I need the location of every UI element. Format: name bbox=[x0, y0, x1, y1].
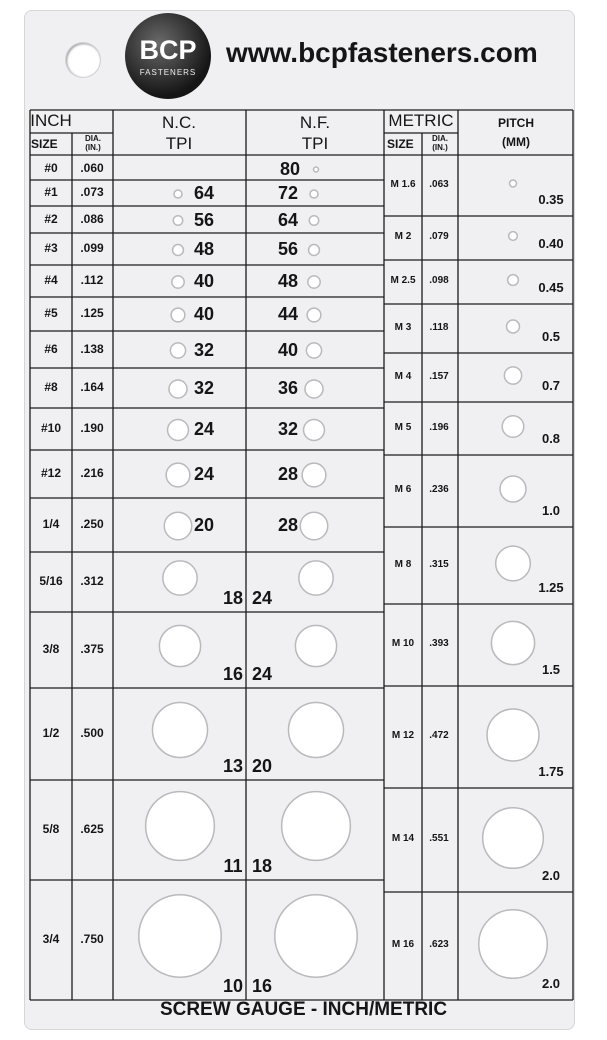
metric-size-label: M 12 bbox=[391, 730, 415, 741]
pitch-label: 1.75 bbox=[538, 764, 564, 779]
nf-tpi-label: 56 bbox=[277, 239, 299, 259]
nf-gauge-hole bbox=[275, 895, 358, 978]
nc-gauge-hole bbox=[174, 190, 182, 198]
metric-size-label: M 6 bbox=[394, 484, 412, 495]
inch-dia-value: .125 bbox=[80, 306, 104, 320]
nc-header-bottom: TPI bbox=[165, 134, 193, 153]
metric-dia-header-top: DIA. bbox=[432, 134, 448, 143]
nf-gauge-hole bbox=[302, 463, 326, 487]
inch-dia-value: .375 bbox=[80, 642, 104, 656]
nf-header-bottom: TPI bbox=[301, 134, 329, 153]
nf-tpi-label: 40 bbox=[277, 339, 299, 360]
pitch-label: 0.45 bbox=[538, 280, 564, 295]
nf-gauge-hole bbox=[282, 792, 351, 861]
inch-size-label: #2 bbox=[44, 211, 58, 226]
nf-gauge-hole bbox=[305, 380, 323, 398]
metric-dia-value: .315 bbox=[429, 558, 449, 570]
nf-tpi-label: 44 bbox=[277, 304, 299, 324]
nc-tpi-label: 56 bbox=[193, 209, 215, 230]
metric-dia-value: .236 bbox=[429, 484, 449, 495]
inch-dia-value: .073 bbox=[80, 185, 104, 199]
pitch-gauge-hole bbox=[508, 275, 519, 286]
nf-gauge-hole bbox=[289, 703, 344, 758]
nc-tpi-label: 24 bbox=[193, 419, 215, 439]
nc-gauge-hole bbox=[173, 245, 184, 256]
inch-size-label: 5/16 bbox=[39, 574, 63, 588]
nf-tpi-label: 72 bbox=[277, 183, 299, 203]
pitch-gauge-hole bbox=[504, 367, 521, 384]
inch-size-label: #8 bbox=[44, 380, 58, 394]
metric-size-label: M 2.5 bbox=[390, 275, 416, 286]
nc-tpi-label: 32 bbox=[193, 339, 215, 360]
nc-gauge-hole bbox=[166, 463, 190, 487]
metric-header: METRIC bbox=[388, 111, 454, 130]
inch-dia-value: .060 bbox=[80, 160, 104, 175]
nf-tpi-label: 80 bbox=[279, 158, 301, 179]
nc-gauge-hole bbox=[173, 216, 182, 225]
pitch-label: 2.0 bbox=[541, 868, 561, 883]
inch-dia-value: .099 bbox=[80, 241, 104, 255]
inch-dia-value: .312 bbox=[80, 574, 104, 588]
pitch-gauge-hole bbox=[502, 416, 524, 438]
nf-gauge-hole bbox=[309, 245, 320, 256]
inch-dia-value: .750 bbox=[80, 932, 104, 946]
nf-tpi-label: 28 bbox=[277, 515, 299, 535]
metric-size-label: M 5 bbox=[394, 421, 412, 433]
pitch-header-bottom: (MM) bbox=[502, 135, 530, 149]
nc-header-top: N.C. bbox=[162, 113, 196, 132]
pitch-gauge-hole bbox=[509, 232, 518, 241]
metric-size-label: M 4 bbox=[394, 370, 412, 382]
inch-size-label: #12 bbox=[40, 466, 62, 480]
nc-gauge-hole bbox=[171, 308, 185, 322]
nf-tpi-label: 20 bbox=[251, 756, 273, 776]
nf-tpi-label: 36 bbox=[277, 378, 299, 398]
nf-gauge-hole bbox=[310, 190, 318, 198]
metric-dia-value: .393 bbox=[429, 638, 449, 649]
nc-tpi-label: 18 bbox=[222, 588, 244, 608]
metric-size-label: M 2 bbox=[394, 231, 412, 242]
inch-size-label: #1 bbox=[44, 185, 58, 199]
nc-tpi-label: 32 bbox=[193, 378, 215, 398]
nc-gauge-hole bbox=[164, 512, 192, 540]
metric-size-label: M 8 bbox=[394, 558, 412, 570]
pitch-gauge-hole bbox=[496, 546, 531, 581]
nf-tpi-label: 48 bbox=[277, 271, 299, 291]
inch-size-label: 1/2 bbox=[42, 726, 60, 740]
nf-tpi-label: 32 bbox=[277, 419, 299, 439]
inch-size-label: 3/4 bbox=[42, 932, 60, 946]
pitch-label: 1.5 bbox=[541, 662, 561, 677]
logo-subtitle: FASTENERS bbox=[139, 68, 197, 77]
website-url: www.bcpfasteners.com bbox=[226, 37, 538, 68]
inch-size-header: SIZE bbox=[31, 137, 58, 151]
nc-gauge-hole bbox=[170, 343, 185, 358]
inch-size-label: #3 bbox=[44, 241, 58, 255]
metric-size-label: M 1.6 bbox=[390, 178, 416, 190]
inch-dia-value: .250 bbox=[80, 517, 104, 531]
nc-gauge-hole bbox=[146, 792, 215, 861]
inch-size-label: 3/8 bbox=[42, 642, 60, 656]
nf-gauge-hole bbox=[306, 343, 321, 358]
pitch-label: 1.0 bbox=[541, 503, 561, 518]
nc-gauge-hole bbox=[169, 380, 187, 398]
pitch-gauge-hole bbox=[510, 180, 517, 187]
nf-tpi-label: 16 bbox=[251, 976, 273, 996]
inch-size-label: #4 bbox=[44, 273, 58, 287]
nf-gauge-hole bbox=[295, 625, 336, 666]
metric-size-label: M 14 bbox=[391, 833, 415, 844]
nc-tpi-label: 20 bbox=[193, 515, 215, 535]
pitch-gauge-hole bbox=[487, 709, 539, 761]
nc-gauge-hole bbox=[168, 420, 189, 441]
pitch-label: 0.35 bbox=[538, 192, 564, 207]
metric-size-label: M 16 bbox=[391, 939, 415, 950]
inch-dia-value: .138 bbox=[80, 341, 104, 356]
inch-dia-value: .500 bbox=[80, 726, 104, 740]
pitch-label: 0.7 bbox=[541, 378, 561, 393]
pitch-label: 2.0 bbox=[541, 976, 561, 991]
nf-tpi-label: 28 bbox=[277, 464, 299, 484]
nf-tpi-label: 24 bbox=[251, 664, 273, 684]
metric-dia-value: .157 bbox=[429, 370, 449, 382]
nc-tpi-label: 24 bbox=[193, 464, 215, 484]
nf-gauge-hole bbox=[307, 308, 321, 322]
pitch-gauge-hole bbox=[479, 910, 548, 979]
nc-gauge-hole bbox=[163, 561, 197, 595]
inch-size-label: 5/8 bbox=[42, 822, 60, 836]
nc-gauge-hole bbox=[172, 276, 184, 288]
metric-dia-value: .196 bbox=[429, 421, 449, 433]
pitch-gauge-hole bbox=[500, 476, 526, 502]
inch-dia-header-bottom: (IN.) bbox=[85, 143, 101, 152]
pitch-gauge-hole bbox=[507, 320, 520, 333]
pitch-header-top: PITCH bbox=[498, 116, 534, 130]
inch-dia-value: .086 bbox=[80, 211, 104, 226]
nf-tpi-label: 24 bbox=[251, 588, 273, 608]
inch-size-label: #6 bbox=[44, 341, 58, 356]
nc-tpi-label: 64 bbox=[193, 183, 215, 203]
nc-tpi-label: 48 bbox=[193, 239, 215, 259]
inch-dia-value: .190 bbox=[80, 421, 104, 435]
metric-dia-value: .623 bbox=[429, 939, 449, 950]
nc-gauge-hole bbox=[159, 625, 200, 666]
nf-gauge-hole bbox=[308, 276, 320, 288]
nf-gauge-hole bbox=[309, 216, 318, 225]
inch-size-label: #10 bbox=[40, 421, 62, 435]
nf-header-top: N.F. bbox=[299, 113, 331, 132]
nf-tpi-label: 64 bbox=[277, 209, 299, 230]
inch-size-label: 1/4 bbox=[42, 517, 60, 531]
nc-gauge-hole bbox=[139, 895, 222, 978]
metric-dia-value: .118 bbox=[429, 321, 449, 333]
nf-gauge-hole bbox=[300, 512, 328, 540]
inch-size-label: #5 bbox=[44, 306, 58, 320]
inch-dia-value: .216 bbox=[80, 466, 104, 480]
logo-brand: BCP bbox=[139, 35, 197, 65]
metric-dia-value: .472 bbox=[429, 730, 449, 741]
nf-tpi-label: 18 bbox=[251, 856, 273, 876]
metric-dia-value: .551 bbox=[429, 833, 449, 844]
metric-size-label: M 10 bbox=[391, 638, 415, 649]
metric-size-header: SIZE bbox=[387, 137, 414, 151]
nc-tpi-label: 40 bbox=[193, 271, 215, 291]
inch-dia-value: .164 bbox=[80, 380, 104, 394]
pitch-gauge-hole bbox=[491, 621, 534, 664]
inch-size-label: #0 bbox=[44, 160, 58, 175]
inch-dia-value: .112 bbox=[80, 273, 104, 287]
metric-dia-value: .098 bbox=[429, 275, 449, 286]
pitch-label: 0.40 bbox=[538, 236, 564, 251]
nf-gauge-hole bbox=[299, 561, 333, 595]
inch-dia-header-top: DIA. bbox=[85, 134, 101, 143]
nf-gauge-hole bbox=[314, 167, 319, 172]
pitch-gauge-hole bbox=[483, 808, 544, 869]
footer-title: SCREW GAUGE - INCH/METRIC bbox=[159, 999, 448, 1020]
pitch-label: 1.25 bbox=[538, 580, 564, 595]
metric-dia-header-bottom: (IN.) bbox=[432, 143, 448, 152]
nc-gauge-hole bbox=[153, 703, 208, 758]
pitch-label: 0.5 bbox=[541, 329, 561, 344]
nc-tpi-label: 13 bbox=[222, 756, 244, 776]
metric-dia-value: .063 bbox=[429, 178, 449, 190]
metric-dia-value: .079 bbox=[429, 231, 449, 242]
nc-tpi-label: 11 bbox=[223, 856, 243, 876]
pitch-label: 0.8 bbox=[541, 431, 561, 446]
nc-tpi-label: 10 bbox=[222, 976, 244, 996]
metric-size-label: M 3 bbox=[394, 321, 412, 333]
inch-dia-value: .625 bbox=[80, 822, 104, 836]
inch-header: INCH bbox=[30, 111, 72, 130]
nf-gauge-hole bbox=[304, 420, 325, 441]
nc-tpi-label: 40 bbox=[193, 304, 215, 324]
nc-tpi-label: 16 bbox=[222, 664, 244, 684]
